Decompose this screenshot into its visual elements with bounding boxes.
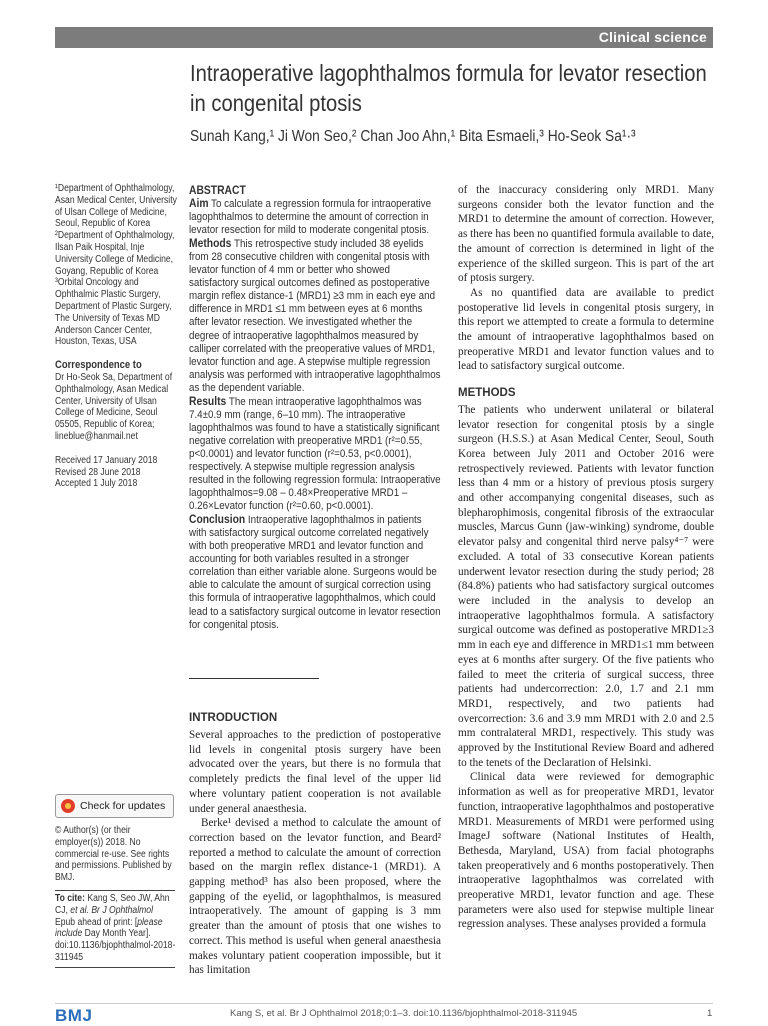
bmj-logo: BMJ (55, 1006, 93, 1025)
section-band (55, 27, 713, 48)
license-note (55, 825, 180, 884)
sidebar (55, 183, 180, 490)
intro-paragraph-1: Several approaches to the prediction of postoperative lid levels in congenital ptosis surgery have been advocated over the years, but there is no formula that completely predicts the final level of the upper lid where voluntary patient cooperation is not available under general anaesthesia. (189, 729, 441, 815)
cite-journal: et al. Br J Ophthalmol (70, 904, 153, 916)
results-label: Results (189, 393, 227, 408)
abstract-conclusion (189, 513, 441, 631)
crossmark-icon (61, 799, 75, 813)
introduction-heading: INTRODUCTION (189, 712, 278, 724)
footer-citation: Kang S, et al. Br J Ophthalmol 2018;0:1–3. doi:10.1136/bjophthalmol-2018-311945 (230, 1008, 578, 1019)
cite-text-3: Day Month Year]. doi:10.1136/bjophthalmol-2018-311945 (55, 928, 176, 963)
cite-text-2: Epub ahead of print: [ (55, 916, 138, 928)
check-updates-button[interactable] (55, 794, 174, 818)
abstract-heading: ABSTRACT (189, 183, 246, 197)
affiliation-1: ¹Department of Ophthalmology, Asan Medical Center, University of Ulsan College of Medicine, Seoul, Republic of Korea (55, 183, 177, 230)
body-paragraph-2: As no quantified data are available to predict postoperative lid levels in congenital ptosis surgery, in this report we attempted to create a formula to determine the amount of intraoperative lagophthalmos based on preoperative MRD1 and levator function values and to lead to satisfactory surgical outcome. (458, 286, 714, 373)
abstract (189, 184, 441, 632)
article-title-text: Intraoperative lagophthalmos formula for levator resection in congenital ptosis (190, 60, 707, 116)
right-column (458, 183, 714, 932)
affiliation-3: ³Orbital Oncology and Ophthalmic Plastic Surgery, Department of Plastic Surgery, The University of Texas MD Anderson Cancer Center, Houston, Texas, USA (55, 277, 172, 348)
methods-label: Methods (189, 236, 232, 251)
affiliation-2: ²Department of Ophthalmology, Ilsan Paik Hospital, Inje University College of Medicine, Goyang, Republic of Korea (55, 230, 175, 277)
methods-paragraph-2: Clinical data were reviewed for demographic information as well as for preoperative MRD1, levator function, intraoperative lagophthalmos and postoperative MRD1. Measurements of MRD1 were performed using ImageJ software (National Institutes of Health, Bethesda, Maryland, USA) from facial photographs taken preoperatively and 6 months postoperatively. Then intraoperative lagophthalmos was correlated with preoperative MRD1, levator function and age. These parameters were also used for stepwise multiple linear regression analyses. These analyses provided a formula (458, 771, 714, 931)
check-updates-label: Check for updates (80, 800, 166, 812)
abstract-methods (189, 237, 441, 395)
abstract-divider (189, 678, 319, 679)
page-number: 1 (707, 1008, 713, 1019)
results-text: The mean intraoperative lagophthalmos was 7.4±0.9 mm (range, 6–10 mm). The intraoperative lagophthalmos was found to have a statistically significant negative correlation with preoperative MRD1 (r²=0.55, p<0.0001) and levator function (r²=0.53, p<0.0001), respectively. A stepwise multiple regression analysis resulted in the following regression formula: Intraoperative lagophthalmos=9.08 – 0.48×Preoperative MRD1 – 0.26×Levator function (r²=0.60, p<0.0001). (189, 395, 441, 513)
cite-text-1: Kang S, Seo JW, Ahn CJ, (55, 893, 170, 916)
methods-heading: METHODS (458, 387, 516, 400)
intro-paragraph-2: Berke¹ devised a method to calculate the amount of correction based on the levator function, and Beard² reported a method to calculate the amount of correction based on the margin reflex distance-1 (MRD1). A gapping method³ has also been proposed, where the gapping of the eyelid, or lagophthalmos, is measured intraoperatively. The amount of gapping is 3 mm greater than the amount of ptosis that one wishes to correct. This method is useful when general anaesthesia makes voluntary patient cooperation impossible, but it has limitation (189, 817, 441, 977)
introduction-body (189, 728, 441, 978)
abstract-results (189, 395, 441, 513)
author-list-text: Sunah Kang,¹ Ji Won Seo,² Chan Joo Ahn,¹ Bita Esmaeli,³ Ho-Seok Sa¹·³ (190, 128, 636, 145)
conclusion-label: Conclusion (189, 512, 246, 527)
cite-placeholder: please include (55, 916, 163, 940)
aim-label: Aim (189, 196, 209, 211)
section-label: Clinical science (598, 29, 707, 45)
cite-label: To cite: (55, 893, 85, 904)
author-list (190, 128, 750, 146)
license-text: © Author(s) (or their employer(s)) 2018. No commercial re-use. See rights and permissions. Published by BMJ. (55, 825, 172, 884)
article-title (190, 58, 730, 118)
aim-text: To calculate a regression formula for intraoperative lagophthalmos to determine the amount of correction in levator resection for mild to moderate congenital ptosis. (189, 198, 432, 237)
methods-text: This retrospective study included 38 eyelids from 28 consecutive children with congenital ptosis with levator function of 4 mm or better who showed satisfactory surgical outcomes defined as postoperative margin reflex distance-1 (MRD1) ≥3 mm in each eye and difference in MRD1 ≤1 mm between eyes at 6 months after levator resection. We investigated whether the degree of intraoperative lagophthalmos measured by calliper correlated with the preoperative values of MRD1, levator function and age. A stepwise multiple regression analysis was performed with intraoperative lagophthalmos as the dependent variable. (189, 238, 441, 394)
conclusion-text: Intraoperative lagophthalmos in patients with satisfactory surgical outcome correlated negatively with both preoperative MRD1 and levator function and accounting for both variables resulted in a stronger correlation than either variable alone. Surgeons would be able to calculate the amount of surgical correction using this formula of intraoperative lagophthalmos, which could lead to a satisfactory surgical outcome in levator resection for congenital ptosis. (189, 514, 441, 631)
cite-box (55, 890, 175, 968)
methods-paragraph-1: The patients who underwent unilateral or bilateral levator resection for congenital ptosis by a single surgeon (H.S.S.) at Asan Medical Center, Seoul, South Korea between July 2011 and October 2016 were retrospectively reviewed. Patients with levator function less than 4 mm or a history of previous ptosis surgery and other accompanying congenital diseases, such as blepharophimosis, congenital fibrosis of the extraocular muscles, Marcus Gunn (jaw-winking) syndrome, double elevator palsy and congenital third nerve palsy⁴⁻⁷ were excluded. A total of 33 consecutive Korean patients underwent levator resection during the study period; 28 (84.8%) patients who had satisfactory surgical outcomes were included in the analysis to develop an intraoperative lagophthalmos formula. A satisfactory surgical outcome was defined as postoperative MRD1≥3 mm in each eye and difference in MRD1≤1 mm between eyes at 6 months after surgery. Of the five patients who failed to meet the criteria of surgical success, three patients had undercorrection: 2.0, 1.7 and 2.1 mm MRD1, respectively, and two patients had overcorrection: 3.6 and 3.9 mm MRD1 with 2.0 and 2.5 mm contralateral MRD1, respectively. This study was approved by the Institutional Review Board and adhered to the tenets of the Declaration of Helsinki. (458, 403, 714, 769)
body-paragraph-1: of the inaccuracy considering only MRD1. Many surgeons consider both the levator function and the MRD1 to determine the amount of correction. However, as there has been no quantified formula available to date, the amount of correction is determined in light of the experience of the skilled surgeon. This is part of the art of ptosis surgery. (458, 184, 714, 285)
correspondence-heading: Correspondence to (55, 359, 142, 372)
accepted-date: Accepted 1 July 2018 (55, 478, 138, 490)
article-dates (55, 455, 180, 490)
abstract-aim (189, 197, 441, 237)
footer-divider (55, 1003, 713, 1004)
correspondence-text: Dr Ho-Seok Sa, Department of Ophthalmology, Asan Medical Center, University of Ulsan College of Medicine, Seoul 05505, Republic of Korea; lineblue@hanmail.net (55, 371, 173, 442)
received-date: Received 17 January 2018 (55, 454, 158, 466)
revised-date: Revised 28 June 2018 (55, 466, 141, 478)
